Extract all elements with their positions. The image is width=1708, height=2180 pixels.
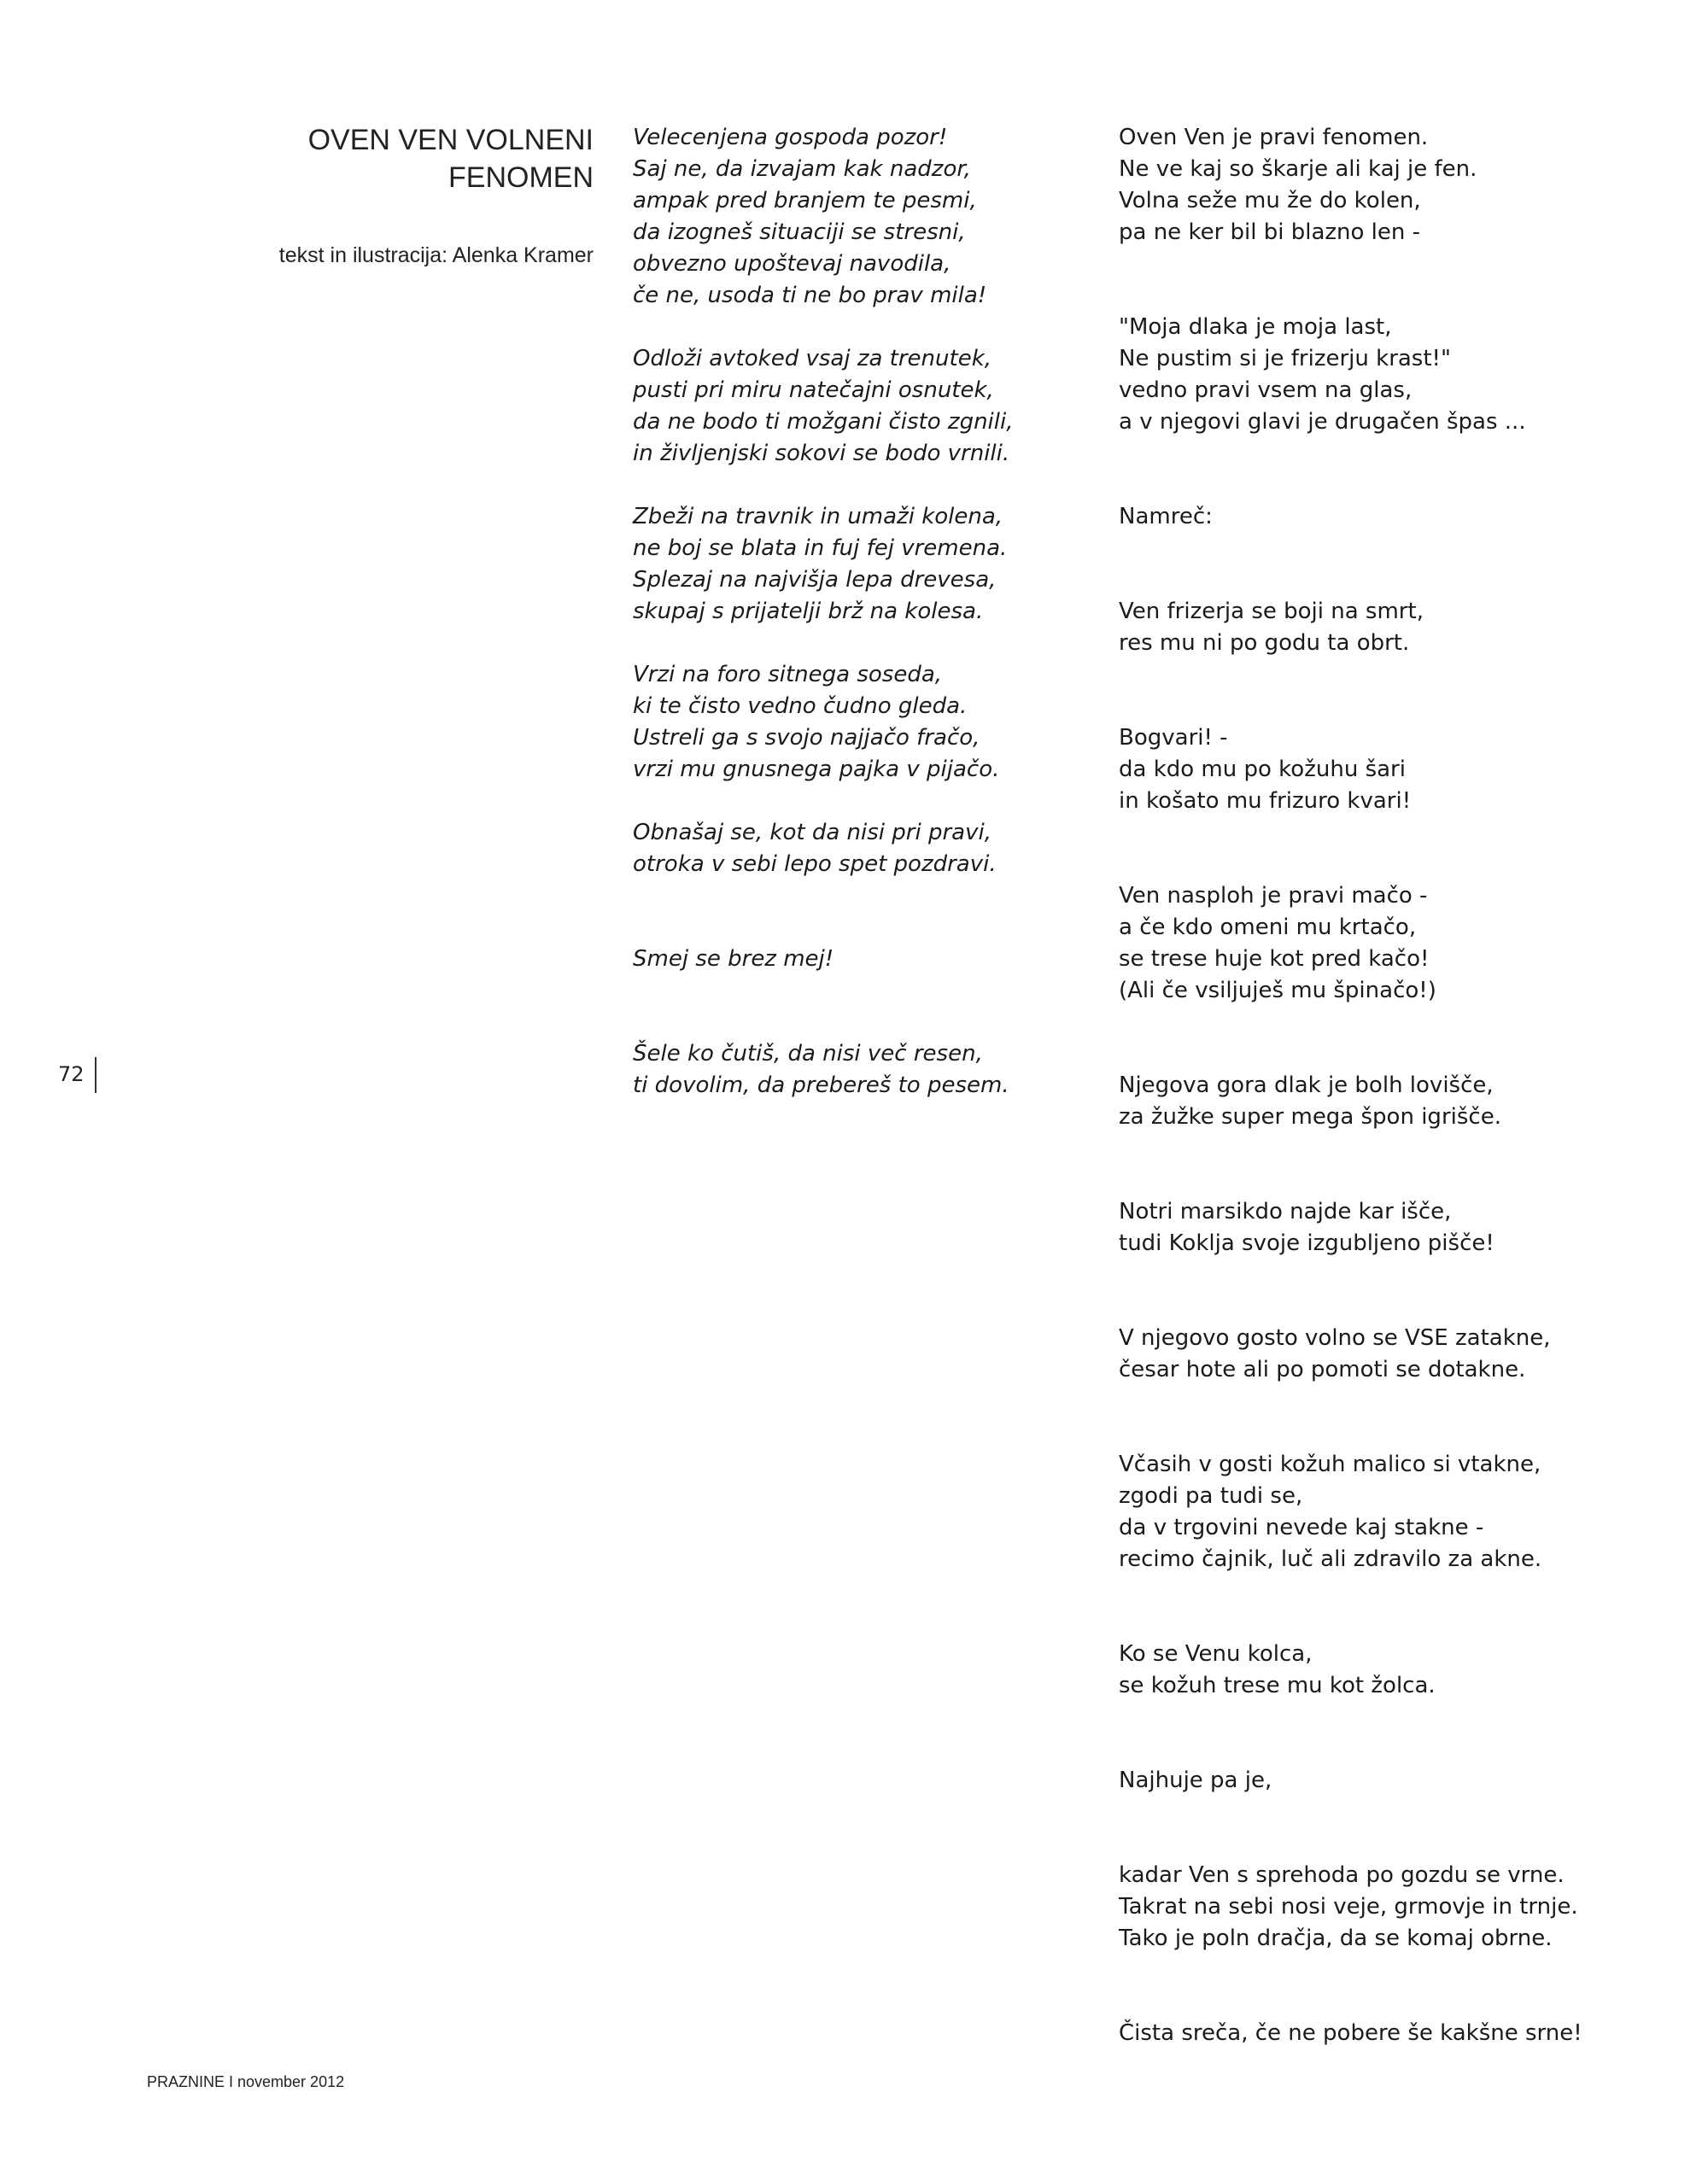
poem-line: če ne, usoda ti ne bo prav mila! [633, 283, 987, 308]
poem-line: Smej se brez mej! [633, 946, 834, 972]
poem-line: a če kdo omeni mu krtačo, [1119, 915, 1417, 940]
stanza [633, 343, 1094, 470]
poem-line: česar hote ali po pomoti se dotakne. [1119, 1357, 1526, 1382]
poem-line: Notri marsikdo najde kar išče, [1119, 1199, 1452, 1224]
left-poem-column [633, 122, 1094, 1102]
stanza [633, 501, 1094, 628]
stanza [1119, 1196, 1682, 1259]
poem-line: Najhuje pa je, [1119, 1768, 1272, 1793]
poem-line: tudi Koklja svoje izgubljeno pišče! [1119, 1230, 1494, 1256]
poem-line: da v trgovini nevede kaj stakne - [1119, 1515, 1484, 1540]
stanza [1119, 312, 1682, 438]
poem-line: se kožuh trese mu kot žolca. [1119, 1673, 1436, 1698]
poem-line: Vrzi na foro sitnega soseda, [633, 662, 943, 687]
poem-line: recimo čajnik, luč ali zdravilo za akne. [1119, 1546, 1542, 1572]
poem-line: da izogneš situaciji se stresni, [633, 219, 966, 245]
poem-line: Ven nasploh je pravi mačo - [1119, 883, 1428, 909]
poem-line: Ne ve kaj so škarje ali kaj je fen. [1119, 156, 1477, 182]
stanza [1119, 880, 1682, 1007]
poem-line: Čista sreča, če ne pobere še kakšne srne! [1119, 2020, 1582, 2046]
poem-line: otroka v sebi lepo spet pozdravi. [633, 851, 997, 877]
poem-line: obvezno upoštevaj navodila, [633, 251, 951, 277]
poem-line: in košato mu frizuro kvari! [1119, 788, 1412, 814]
stanza [1119, 596, 1682, 659]
stanza [1119, 2018, 1682, 2049]
footer-publication: PRAZNINE I november 2012 [147, 2073, 345, 2090]
poem-line: Obnašaj se, kot da nisi pri pravi, [633, 820, 991, 845]
poem-line: pa ne ker bil bi blazno len - [1119, 219, 1421, 245]
poem-line: pusti pri miru natečajni osnutek, [633, 377, 994, 403]
poem-line: se trese huje kot pred kačo! [1119, 946, 1430, 972]
stanza [1119, 1765, 1682, 1797]
stanza [633, 122, 1094, 312]
poem-line: in življenjski sokovi se bodo vrnili. [633, 441, 1010, 466]
poem-line: ki te čisto vedno čudno gleda. [633, 693, 968, 719]
stanza [1119, 1070, 1682, 1133]
poem-line: Takrat na sebi nosi veje, grmovje in trnje. [1119, 1894, 1578, 1920]
poem-line: ne boj se blata in fuj fej vremena. [633, 535, 1008, 561]
poem-line: za žužke super mega špon igrišče. [1119, 1104, 1501, 1130]
poem-line: a v njegovi glavi je drugačen špas ... [1119, 409, 1526, 435]
poem-line: skupaj s prijatelji brž na kolesa. [633, 599, 984, 624]
poem-line: Ne pustim si je frizerju krast!" [1119, 346, 1451, 371]
poem-line: zgodi pa tudi se, [1119, 1483, 1303, 1509]
stanza [633, 944, 1094, 975]
stanza [1119, 1860, 1682, 1955]
stanza [1119, 501, 1682, 533]
poem-line: Oven Ven je pravi fenomen. [1119, 125, 1429, 150]
stanza [633, 817, 1094, 880]
poem-line: Volna seže mu že do kolen, [1119, 188, 1421, 213]
poem-line: (Ali če vsiljuješ mu špinačo!) [1119, 978, 1436, 1003]
poem-title-line-1: OVEN VEN VOLNENI [307, 124, 594, 156]
stanza [1119, 122, 1682, 248]
stanza [633, 659, 1094, 786]
poem-line: Zbeži na travnik in umaži kolena, [633, 504, 1003, 529]
poem-line: res mu ni po godu ta obrt. [1119, 630, 1410, 656]
poem-line: Splezaj na najvišja lepa drevesa, [633, 567, 997, 593]
poem-title-line-2: FENOMEN [448, 161, 594, 194]
poem-line: V njegovo gosto volno se VSE zatakne, [1119, 1325, 1551, 1351]
poem-line: ti dovolim, da prebereš to pesem. [633, 1072, 1009, 1098]
stanza [1119, 1323, 1682, 1386]
stanza [1119, 722, 1682, 817]
poem-line: vrzi mu gnusnega pajka v pijačo. [633, 757, 1000, 782]
right-poem-column [1119, 122, 1682, 2049]
poem-line: Tako je poln dračja, da se komaj obrne. [1119, 1926, 1553, 1951]
poem-line: da kdo mu po kožuhu šari [1119, 757, 1406, 782]
poem-line: Njegova gora dlak je bolh lovišče, [1119, 1072, 1494, 1098]
poem-line: "Moja dlaka je moja last, [1119, 314, 1392, 340]
stanza [1119, 1449, 1682, 1575]
poem-line: Ven frizerja se boji na smrt, [1119, 599, 1424, 624]
poem-line: ampak pred branjem te pesmi, [633, 188, 977, 213]
poem-line: vedno pravi vsem na glas, [1119, 377, 1413, 403]
poem-title [214, 121, 594, 196]
poem-line: Velecenjena gospoda pozor! [633, 125, 948, 150]
stanza [633, 1038, 1094, 1102]
stanza [1119, 1639, 1682, 1702]
poem-line: Ko se Venu kolca, [1119, 1641, 1313, 1667]
author-credit: tekst in ilustracija: Alenka Kramer [278, 243, 594, 267]
poem-line: kadar Ven s sprehoda po gozdu se vrne. [1119, 1862, 1565, 1888]
poem-line: da ne bodo ti možgani čisto zgnili, [633, 409, 1014, 435]
poem-line: Šele ko čutiš, da nisi več resen, [633, 1041, 983, 1067]
poem-line: Odloži avtoked vsaj za trenutek, [633, 346, 992, 371]
poem-line: Bogvari! - [1119, 725, 1228, 751]
poem-line: Ustreli ga s svojo najjačo fračo, [633, 725, 980, 751]
poem-line: Namreč: [1119, 504, 1213, 529]
poem-line: Včasih v gosti kožuh malico si vtakne, [1119, 1452, 1541, 1477]
page-number: 72 [58, 1057, 97, 1093]
poem-line: Saj ne, da izvajam kak nadzor, [633, 156, 971, 182]
